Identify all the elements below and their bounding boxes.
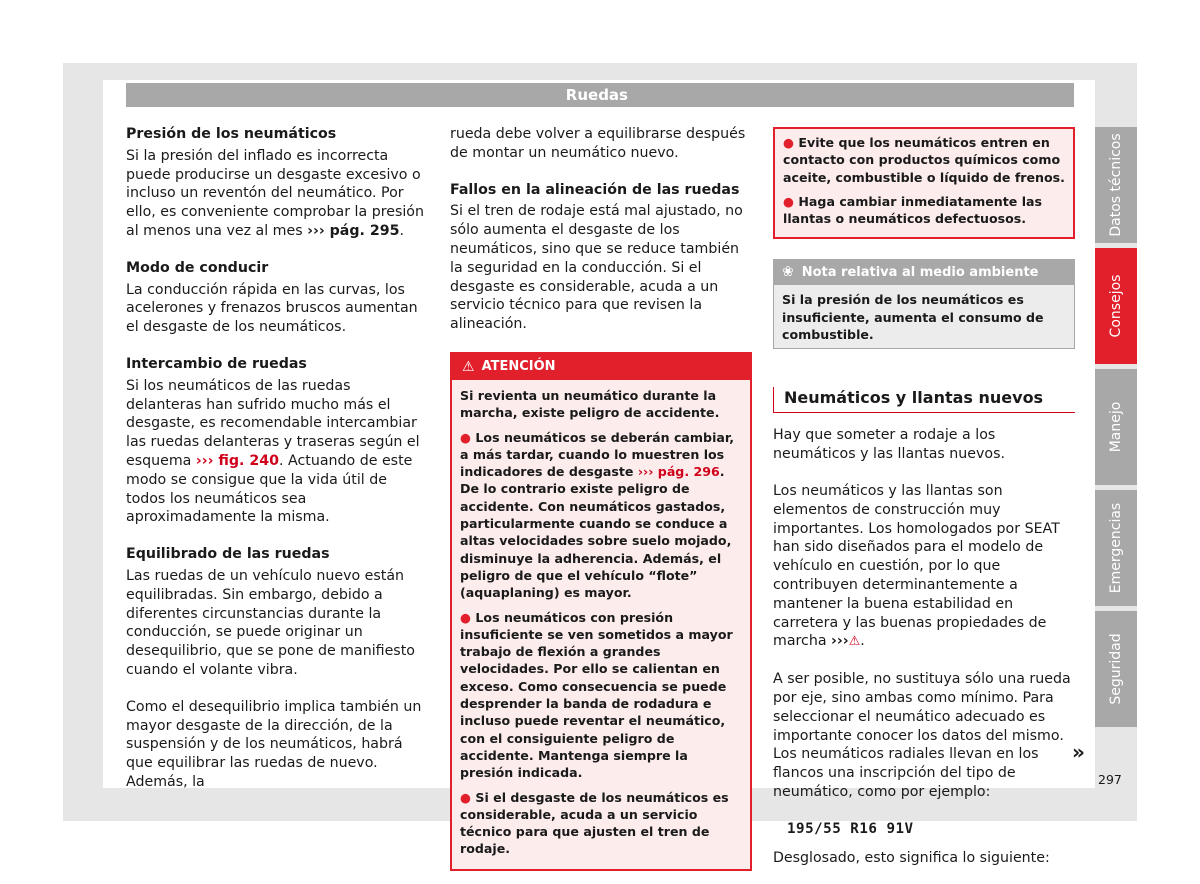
paragraph-driving-mode: La conducción rápida en las curvas, los acelerones y frenazos bruscos aumentan el desgaste de los neumáticos.	[126, 281, 418, 336]
heading-alignment: Fallos en la alineación de las ruedas	[450, 181, 740, 198]
warning-triangle-icon: ⚠	[462, 358, 475, 375]
tab-emergencias[interactable]: Emergencias	[1095, 490, 1137, 606]
environment-note-label: Nota relativa al medio ambiente	[801, 265, 1039, 281]
warning-intro: Si revienta un neumático durante la marcha, existe peligro de accidente.	[460, 387, 720, 421]
caution-box	[773, 127, 1075, 239]
column-1	[126, 125, 428, 810]
column-3	[773, 125, 1075, 884]
tab-seguridad[interactable]: Seguridad	[1095, 611, 1137, 727]
tab-manejo[interactable]: Manejo	[1095, 369, 1137, 485]
warning-bullet-3: ● Si el desgaste de los neumáticos es considerable, acuda a un servicio técnico para que ajusten el tren de rodaje.	[460, 789, 729, 857]
paragraph-run-in: Hay que someter a rodaje a los neumáticos y las llantas nuevos.	[773, 427, 1005, 463]
paragraph-alignment: Si el tren de rodaje está mal ajustado, no sólo aumenta el desgaste de los neumáticos, sino que se reduce también la seguridad en la conducción. Si el desgaste es considerable, acuda a un servicio técnico para que revisen la alineación.	[450, 203, 743, 333]
heading-wheel-balancing: Equilibrado de las ruedas	[126, 546, 330, 563]
warning-body	[452, 380, 750, 869]
heading-driving-mode: Modo de conducir	[126, 259, 269, 276]
bullet-icon: ●	[460, 789, 471, 805]
paragraph-wheel-balancing: Las ruedas de un vehículo nuevo están equilibradas. Sin embargo, debido a diferentes circunstancias durante la conducción, se puede originar un desequilibrio, que se pone de manifiesto cuando el volante vibra.	[126, 567, 415, 678]
warning-header	[452, 354, 750, 380]
paragraph-wheel-rotation: Si los neumáticos de las ruedas delanteras han sufrido mucho más el desgaste, es recomendable intercambiar las ruedas delanteras y traseras según el esquema ››› fig. 240. Actuando de este modo se consigue que la vida útil de todos los neumáticos sea aproximadamente la misma.	[126, 377, 420, 526]
paragraph-breakdown: Desglosado, esto significa lo siguiente:	[773, 849, 1050, 866]
page-reference-link[interactable]: ››› pág. 295	[307, 222, 400, 239]
paragraph-tire-importance: Los neumáticos y las llantas son elementos de construcción muy importantes. Los homologados por SEAT han sido diseñados para el modelo de vehículo en cuestión, por lo que contribuyen determinantemente a mantener la buena estabilidad en carretera y las buenas propiedades de marcha ›››⚠.	[773, 482, 1060, 650]
warning-box	[450, 352, 752, 871]
caution-bullet-1: ● Evite que los neumáticos entren en contacto con productos químicos como aceite, combustible o líquido de frenos.	[783, 135, 1065, 185]
paragraph-rebalance: rueda debe volver a equilibrarse después de montar un neumático nuevo.	[450, 126, 746, 161]
section-title-new-tires: Neumáticos y llantas nuevos	[773, 387, 1075, 413]
heading-tire-pressure: Presión de los neumáticos	[126, 126, 337, 142]
warning-label: ATENCIÓN	[481, 358, 556, 374]
chapter-header: Ruedas	[126, 83, 1074, 107]
tab-datos-tecnicos[interactable]: Datos técnicos	[1095, 127, 1137, 243]
tab-consejos[interactable]: Consejos	[1095, 248, 1137, 364]
environment-note-box	[773, 259, 1075, 349]
paragraph-tire-pressure: Si la presión del inflado es incorrecta puede producirse un desgaste excesivo o incluso un reventón del neumático. Por ello, es conveniente comprobar la presión al menos una vez al mes ››› pág. 295.	[126, 147, 424, 239]
warning-bullet-1: ● Los neumáticos se deberán cambiar, a más tardar, cuando lo muestren los indicadores de desgaste ››› pág. 296. De lo contrario existe peligro de accidente. Con neumáticos gastados, particularmente cuando se conduce a altas velocidades sobre suelo mojado, disminuye la adherencia. Además, el peligro de que el vehículo “flote” (aquaplaning) es mayor.	[460, 429, 735, 601]
warning-bullet-2: ● Los neumáticos con presión insuficiente se ven sometidos a mayor trabajo de flexión a grandes velocidades. Por ello se calientan en exceso. Como consecuencia se puede desprender la banda de rodadura e incluso puede reventar el neumático, con el consiguiente peligro de accidente. Mantenga siempre la presión indicada.	[460, 609, 733, 781]
paragraph-imbalance: Como el desequilibrio implica también un mayor desgaste de la dirección, de la suspensión y de los neumáticos, habrá que equilibrar las ruedas de nuevo. Además, la	[126, 698, 422, 790]
bullet-icon: ●	[460, 609, 471, 625]
figure-reference-link[interactable]: ››› fig. 240	[195, 452, 279, 469]
reference-arrow-link[interactable]: ›››	[831, 633, 849, 650]
caution-bullet-2: ● Haga cambiar inmediatamente las llantas o neumáticos defectuosos.	[783, 193, 1043, 227]
warning-triangle-icon: ⚠	[848, 634, 861, 650]
continue-arrow-icon: »	[1072, 740, 1085, 764]
environment-note-text: Si la presión de los neumáticos es insuficiente, aumenta el consumo de combustible.	[782, 292, 1044, 343]
environment-flower-icon: ❀	[782, 264, 794, 281]
page-reference-link[interactable]: ››› pág. 296	[637, 464, 720, 480]
bullet-icon: ●	[783, 135, 794, 150]
environment-note-header	[774, 260, 1074, 285]
bullet-icon: ●	[460, 429, 471, 445]
bullet-icon: ●	[783, 193, 794, 209]
tire-code: 195/55 R16 91V	[787, 820, 914, 837]
page-number: 297	[1098, 772, 1122, 787]
heading-wheel-rotation: Intercambio de ruedas	[126, 355, 307, 372]
column-2	[450, 125, 752, 871]
paragraph-replacement: A ser posible, no sustituya sólo una rueda por eje, sino ambas como mínimo. Para seleccionar el neumático adecuado es importante conocer los datos del mismo. Los neumáticos radiales llevan en los flancos una inscripción del tipo de neumático, como por ejemplo:	[773, 671, 1071, 800]
